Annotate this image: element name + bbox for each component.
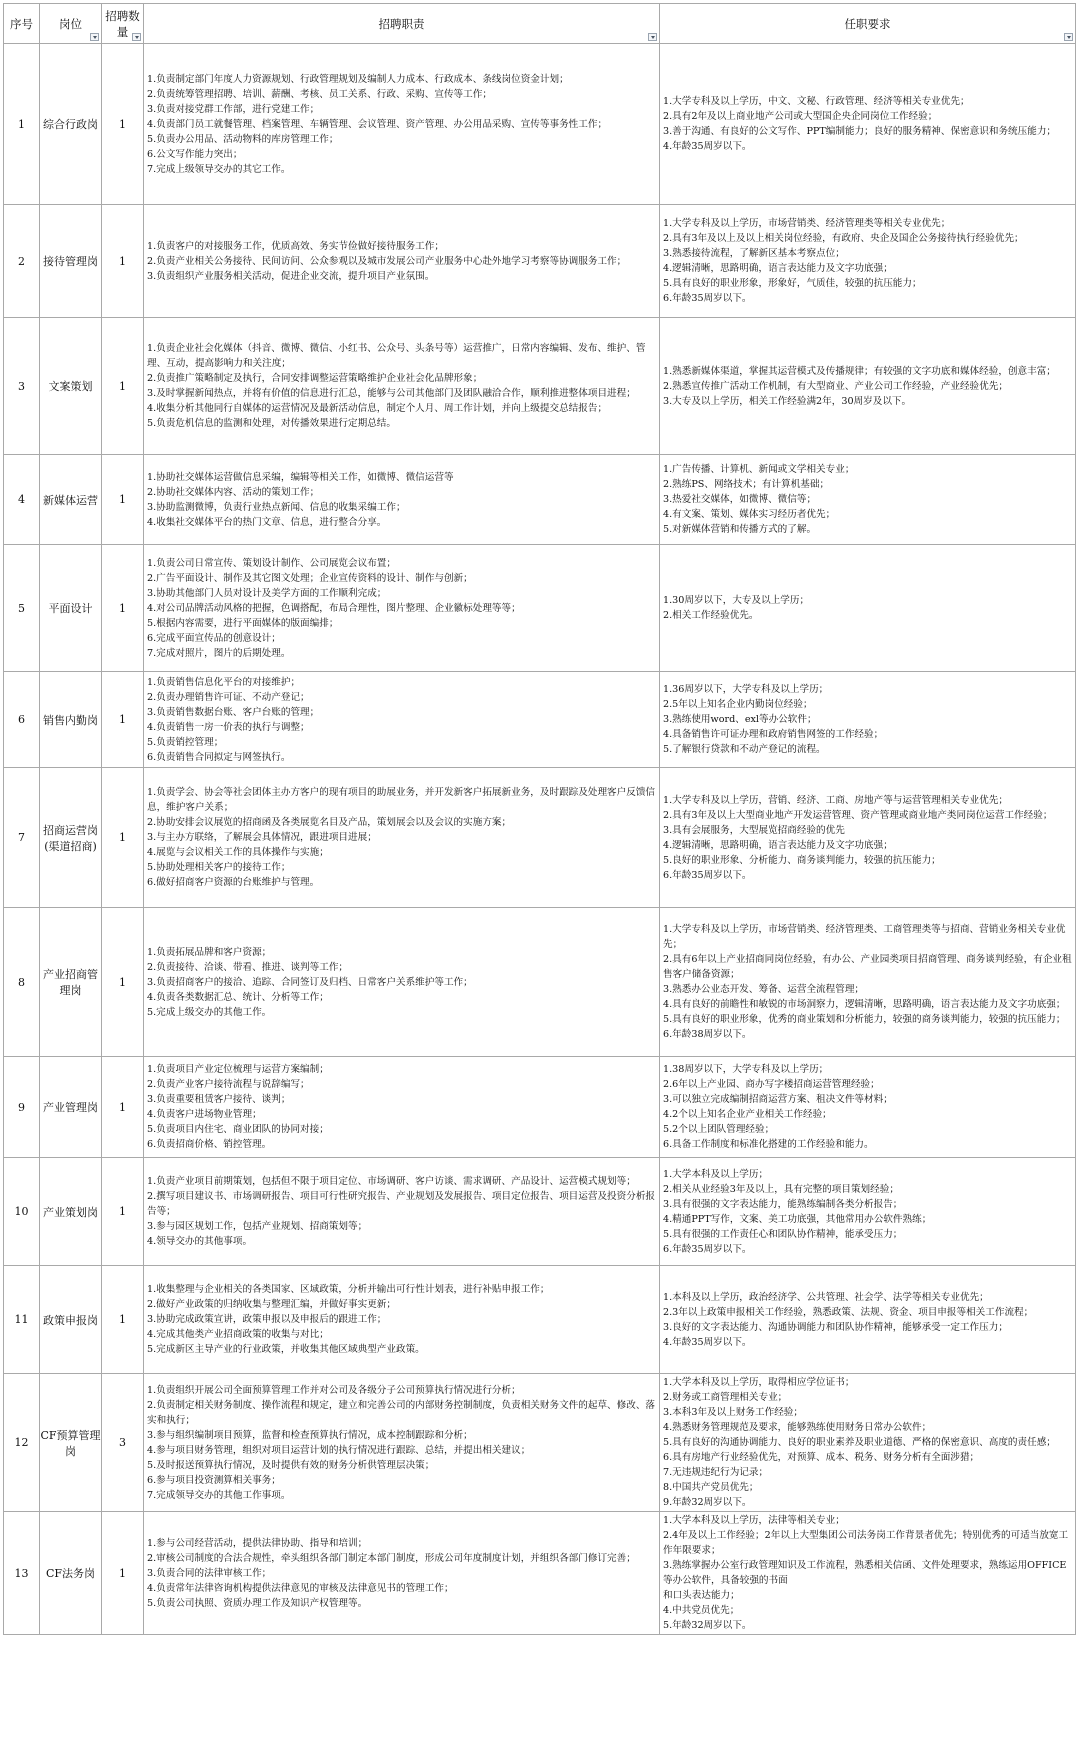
requirement-line: 6.年龄35周岁以下。 xyxy=(663,293,752,304)
requirement-line: 6.具有房地产行业经验优先，对预算、成本、税务、财务分析有全面涉猎； xyxy=(663,1452,980,1463)
cell-count[interactable]: 1 xyxy=(102,545,144,672)
requirement-line: 6.年龄35周岁以下。 xyxy=(663,1243,752,1255)
cell-requirements[interactable] xyxy=(660,768,1076,908)
cell-count[interactable]: 1 xyxy=(102,1266,144,1374)
requirement-line: 4.中共党员优先； xyxy=(663,1605,740,1616)
table-row xyxy=(4,545,1076,672)
table-row xyxy=(4,1374,1076,1512)
cell-no[interactable]: 1 xyxy=(4,44,40,205)
duty-line: 2.负责办理销售许可证、不动产登记； xyxy=(147,691,310,703)
table-row xyxy=(4,318,1076,455)
cell-no[interactable]: 3 xyxy=(4,318,40,455)
duty-line: 2.审核公司制度的合法合规性，牵头组织各部门制定本部门制度，形成公司年度制度计划，并组织各部门修订完善； xyxy=(147,1552,636,1564)
cell-post[interactable]: 招商运营岗 (渠道招商) xyxy=(40,768,102,908)
cell-duties[interactable] xyxy=(144,205,660,318)
cell-post[interactable]: CF法务岗 xyxy=(40,1512,102,1635)
cell-count[interactable]: 1 xyxy=(102,205,144,318)
duty-line: 3.负责招商客户的接洽、追踪、合同签订及归档、日常客户关系维护等工作； xyxy=(147,976,473,988)
duty-line: 6.公文写作能力突出； xyxy=(147,148,243,160)
requirement-line: 2.财务或工商管理相关专业； xyxy=(663,1392,788,1403)
requirement-line: 3.良好的文字表达能力、沟通协调能力和团队协作精神，能够承受一定工作压力； xyxy=(663,1321,1008,1333)
requirement-line: 5.具有很强的工作责任心和团队协作精神，能承受压力； xyxy=(663,1228,903,1240)
duty-line: 7.完成上级领导交办的其它工作。 xyxy=(147,163,291,175)
duty-line: 1.负责组织开展公司全面预算管理工作并对公司及各级分子公司预算执行情况进行分析； xyxy=(147,1384,521,1396)
table-row xyxy=(4,455,1076,545)
requirement-line: 3.善于沟通、有良好的公文写作、PPT编制能力；良好的服务精神、保密意识和务统压能力； xyxy=(663,126,1057,137)
duty-line: 6.负责销售合同拟定与网签执行。 xyxy=(147,751,291,763)
requirement-line: 和口头表达能力； xyxy=(663,1590,740,1601)
duty-line: 1.负责销售信息化平台的对接维护； xyxy=(147,676,301,688)
cell-duties[interactable] xyxy=(144,1266,660,1374)
requirement-line: 5.年龄32周岁以下。 xyxy=(663,1620,752,1631)
duty-line: 6.做好招商客户资源的台账维护与管理。 xyxy=(147,877,320,888)
requirement-line: 3.熟练掌握办公室行政管理知识及工作流程，熟悉相关信函、文件处理要求，熟练运用OFFICE等办公软件，具备较强的书面 xyxy=(663,1560,1067,1586)
cell-post[interactable]: 产业招商管 理岗 xyxy=(40,908,102,1057)
duty-line: 2.负责推广策略制定及执行，合同安排调整运营策略维护企业社会化品牌形象； xyxy=(147,373,483,384)
requirement-line: 2.具有3年及以上及以上相关岗位经验，有政府、央企及国企公务接待执行经验优先； xyxy=(663,233,1024,244)
requirement-line: 3.具有会展服务，大型展览招商经验的优先 xyxy=(663,824,845,836)
duty-line: 1.协助社交媒体运营做信息采编，编辑等相关工作，如微博、微信运营等 xyxy=(147,471,454,483)
duty-line: 1.负责学会、协会等社会团体主办方客户的现有项目的助展业务，并开发新客户拓展新业务，及时跟踪及处理客户反馈信息，维护客户关系； xyxy=(147,787,656,813)
duty-line: 5.根据内容需要，进行平面媒体的版面编排； xyxy=(147,617,339,629)
cell-post[interactable]: 产业策划岗 xyxy=(40,1158,102,1266)
duty-line: 6.参与项目投资测算相关事务； xyxy=(147,1474,281,1486)
cell-post[interactable]: 文案策划 xyxy=(40,318,102,455)
requirement-line: 5.了解银行贷款和不动产登记的流程。 xyxy=(663,744,826,755)
duty-line: 2.协助社交媒体内容、活动的策划工作； xyxy=(147,486,320,498)
requirement-line: 3.本科3年及以上财务工作经验； xyxy=(663,1407,803,1418)
cell-duties[interactable] xyxy=(144,672,660,768)
cell-requirements[interactable] xyxy=(660,1057,1076,1158)
requirement-line: 3.热爱社交媒体，如微博、微信等； xyxy=(663,494,817,505)
duty-line: 4.负责各类数据汇总、统计、分析等工作； xyxy=(147,991,329,1003)
recruitment-sheet xyxy=(3,3,1075,1635)
cell-requirements[interactable] xyxy=(660,1374,1076,1512)
cell-requirements[interactable] xyxy=(660,1266,1076,1374)
header-row xyxy=(4,4,1076,44)
header-no-label: 序号 xyxy=(10,16,33,31)
duty-line: 3.协助监测微博，负责行业热点新闻、信息的收集采编工作； xyxy=(147,501,406,513)
requirement-line: 1.大学本科及以上学历； xyxy=(663,1168,769,1180)
table-row xyxy=(4,1512,1076,1635)
duty-line: 5.负责危机信息的监测和处理，对传播效果进行定期总结。 xyxy=(147,418,396,429)
cell-count[interactable]: 1 xyxy=(102,908,144,1057)
duty-line: 5.协助处理相关客户的接待工作； xyxy=(147,862,291,873)
duty-line: 5.完成上级交办的其他工作。 xyxy=(147,1006,272,1018)
duty-line: 4.负责部门员工就餐管理、档案管理、车辆管理、会议管理、资产管理、办公用品采购、宣传等事务性工作； xyxy=(147,118,608,130)
table-row xyxy=(4,1158,1076,1266)
cell-no[interactable]: 11 xyxy=(4,1266,40,1374)
requirement-line: 4.年龄35周岁以下。 xyxy=(663,1336,752,1348)
requirement-line: 3.熟练使用word、exl等办公软件； xyxy=(663,714,817,725)
requirement-line: 6.年龄38周岁以下。 xyxy=(663,1029,752,1040)
requirement-line: 1.大学本科及以上学历，取得相应学位证书； xyxy=(663,1377,855,1388)
duty-line: 3.参与组织编制项目预算，监督和检查预算执行情况，成本控制跟踪和分析； xyxy=(147,1429,473,1441)
filter-dropdown-icon[interactable] xyxy=(90,33,99,41)
duty-line: 2.负责接待、洽谈、带看、推进、谈判等工作； xyxy=(147,961,349,973)
duty-line: 2.负责产业客户接待流程与说辞编写； xyxy=(147,1079,310,1090)
requirement-line: 1.广告传播、计算机、新闻或文学相关专业； xyxy=(663,464,855,475)
cell-post[interactable]: 接待管理岗 xyxy=(40,205,102,318)
duty-line: 4.参与项目财务管理，组织对项目运营计划的执行情况进行跟踪、总结，并提出相关建议； xyxy=(147,1444,531,1456)
cell-requirements[interactable] xyxy=(660,908,1076,1057)
table-row xyxy=(4,44,1076,205)
cell-duties[interactable] xyxy=(144,768,660,908)
duty-line: 4.收集分析其他同行自媒体的运营情况及最新活动信息，制定个人月、周工作计划，并向上级提交总结报告； xyxy=(147,403,608,414)
cell-post[interactable]: 综合行政岗 xyxy=(40,44,102,205)
cell-count[interactable]: 1 xyxy=(102,455,144,545)
table-row xyxy=(4,1266,1076,1374)
requirement-line: 4.具有良好的前瞻性和敏锐的市场洞察力，逻辑清晰，思路明确，语言表达能力及文字功底强； xyxy=(663,999,1066,1010)
duty-line: 5.负责销控管理； xyxy=(147,736,224,748)
requirement-line: 3.可以独立完成编制招商运营方案、租决文件等材料； xyxy=(663,1094,893,1105)
cell-count[interactable]: 1 xyxy=(102,1158,144,1266)
cell-count[interactable]: 1 xyxy=(102,768,144,908)
duty-line: 4.负责常年法律咨询机构提供法律意见的审核及法律意见书的管理工作； xyxy=(147,1582,454,1594)
requirement-line: 6.年龄35周岁以下。 xyxy=(663,869,752,881)
cell-no[interactable]: 10 xyxy=(4,1158,40,1266)
table-body xyxy=(4,44,1076,1635)
cell-duties[interactable] xyxy=(144,1158,660,1266)
requirement-line: 4.熟悉财务管理规范及要求，能够熟练使用财务日常办公软件； xyxy=(663,1422,932,1433)
cell-no[interactable]: 4 xyxy=(4,455,40,545)
requirement-line: 2.3年以上政策申报相关工作经验，熟悉政策、法规、资金、项目申报等相关工作流程； xyxy=(663,1306,1034,1318)
filter-dropdown-icon[interactable] xyxy=(132,33,141,41)
cell-count[interactable]: 1 xyxy=(102,318,144,455)
duty-line: 2.负责产业相关公务接待、民间访问、公众参观以及城市发展公司产业服务中心赴外地学习考察等协调服务工作； xyxy=(147,255,627,267)
duty-line: 2.做好产业政策的归纳收集与整理汇编，并做好事实更新； xyxy=(147,1299,396,1310)
cell-requirements[interactable] xyxy=(660,672,1076,768)
header-count[interactable] xyxy=(102,4,144,44)
requirement-line: 4.年龄35周岁以下。 xyxy=(663,141,752,152)
table-row xyxy=(4,908,1076,1057)
duty-line: 5.完成新区主导产业的行业政策，并收集其他区域典型产业政策。 xyxy=(147,1344,425,1355)
duty-line: 4.收集社交媒体平台的热门文章、信息，进行整合分享。 xyxy=(147,516,387,528)
requirement-line: 2.相关从业经验3年及以上，具有完整的项目策划经验； xyxy=(663,1183,899,1195)
requirement-line: 2.具有3年及以上大型商业地产开发运营管理、资产管理或商业地产类同岗位运营工作经验； xyxy=(663,809,1053,821)
cell-post[interactable]: 销售内勤岗 xyxy=(40,672,102,768)
cell-post[interactable]: 平面设计 xyxy=(40,545,102,672)
requirement-line: 3.熟悉接待流程，了解新区基本考察点位； xyxy=(663,248,845,259)
duty-line: 3.负责组织产业服务相关活动，促进企业交流，提升项目产业氛围。 xyxy=(147,270,435,282)
duty-line: 4.负责销售一房一价表的执行与调整； xyxy=(147,721,310,733)
requirement-line: 2.相关工作经验优先。 xyxy=(663,610,759,621)
cell-duties[interactable] xyxy=(144,44,660,205)
duty-line: 1.收集整理与企业相关的各类国家、区域政策，分析并输出可行性计划表，进行补贴申报工作； xyxy=(147,1284,550,1295)
requirement-line: 2.熟悉宣传推广活动工作机制，有大型商业、产业公司工作经验，产业经验优先； xyxy=(663,380,1008,392)
duty-line: 3.协助完成政策宣讲，政策申报以及申报后的跟进工作； xyxy=(147,1314,387,1325)
requirement-line: 4.2个以上知名企业产业相关工作经验； xyxy=(663,1109,832,1120)
duty-line: 3.负责销售数据台账、客户台账的管理； xyxy=(147,706,320,718)
cell-no[interactable]: 9 xyxy=(4,1057,40,1158)
requirement-line: 3.具有很强的文字表达能力，能熟练编制各类分析报告； xyxy=(663,1198,903,1210)
requirement-line: 2.6年以上产业园、商办写字楼招商运营管理经验； xyxy=(663,1079,880,1090)
requirement-line: 5.具有良好的职业形象，形象好，气质佳，较强的抗压能力； xyxy=(663,278,922,289)
requirement-line: 4.精通PPT写作，文案、美工功底强，其他常用办公软件熟练； xyxy=(663,1213,932,1225)
duty-line: 2.协助安排会议展览的招商函及各类展览名目及产品，策划展会以及会议的实施方案； xyxy=(147,817,512,828)
cell-count[interactable]: 1 xyxy=(102,1512,144,1635)
duty-line: 4.对公司品牌活动风格的把握，色调搭配，布局合理性，图片整理、企业徽标处理等等； xyxy=(147,602,521,614)
duty-line: 3.与主办方联络，了解展会具体情况，跟进项目进展； xyxy=(147,832,377,843)
requirement-line: 1.大学本科及以上学历，法律等相关专业； xyxy=(663,1515,845,1526)
cell-requirements[interactable] xyxy=(660,545,1076,672)
cell-count[interactable]: 1 xyxy=(102,44,144,205)
requirement-line: 5.对新媒体营销和传播方式的了解。 xyxy=(663,524,817,535)
cell-post[interactable]: CF预算管理岗 xyxy=(40,1374,102,1512)
duty-line: 3.负责合同的法律审核工作； xyxy=(147,1567,272,1579)
duty-line: 1.负责客户的对接服务工作，优质高效、务实节俭做好接待服务工作； xyxy=(147,240,444,252)
header-requirements-label: 任职要求 xyxy=(844,16,891,31)
header-post-label: 岗位 xyxy=(59,16,82,31)
cell-requirements[interactable] xyxy=(660,205,1076,318)
duty-line: 6.负责招商价格、销控管理。 xyxy=(147,1139,272,1150)
requirement-line: 2.5年以上知名企业内勤岗位经验； xyxy=(663,699,813,710)
table-row xyxy=(4,205,1076,318)
recruitment-table xyxy=(3,3,1076,1635)
header-no[interactable] xyxy=(4,4,40,44)
requirement-line: 1.38周岁以下，大学专科及以上学历； xyxy=(663,1064,829,1075)
cell-count[interactable]: 1 xyxy=(102,672,144,768)
duty-line: 5.负责项目内住宅、商业团队的协同对接； xyxy=(147,1124,329,1135)
duty-line: 6.完成平面宣传品的创意设计； xyxy=(147,632,281,644)
header-post[interactable] xyxy=(40,4,102,44)
table-row xyxy=(4,1057,1076,1158)
requirement-line: 3.熟悉办公业态开发、筹备、运营全流程管理； xyxy=(663,984,865,995)
requirement-line: 5.2个以上团队管理经验； xyxy=(663,1124,775,1135)
cell-duties[interactable] xyxy=(144,908,660,1057)
filter-dropdown-icon[interactable] xyxy=(648,33,657,41)
requirement-line: 5.具有良好的职业形象，优秀的商业策划和分析能力，较强的商务谈判能力，较强的抗压能力； xyxy=(663,1014,1066,1025)
requirement-line: 6.具备工作制度和标准化搭建的工作经验和能力。 xyxy=(663,1139,874,1150)
requirement-line: 5.良好的职业形象、分析能力、商务谈判能力，较强的抗压能力； xyxy=(663,854,941,866)
duty-line: 7.完成对照片，图片的后期处理。 xyxy=(147,647,291,659)
cell-no[interactable]: 12 xyxy=(4,1374,40,1512)
table-row xyxy=(4,768,1076,908)
duty-line: 4.展览与会议相关工作的具体操作与实施； xyxy=(147,847,329,858)
duty-line: 1.负责制定部门年度人力资源规划、行政管理规划及编制人力成本、行政成本、条线岗位资金计划； xyxy=(147,73,569,85)
cell-post[interactable]: 产业管理岗 xyxy=(40,1057,102,1158)
duty-line: 4.负责客户进场物业管理； xyxy=(147,1109,262,1120)
cell-duties[interactable] xyxy=(144,1512,660,1635)
cell-requirements[interactable] xyxy=(660,1158,1076,1266)
duty-line: 1.负责拓展品牌和客户资源； xyxy=(147,946,272,958)
duty-line: 3.负责重要租赁客户接待、谈判； xyxy=(147,1094,291,1105)
cell-requirements[interactable] xyxy=(660,455,1076,545)
duty-line: 5.负责公司执照、资质办理工作及知识产权管理等。 xyxy=(147,1597,368,1609)
duty-line: 3.协助其他部门人员对设计及美学方面的工作顺利完成； xyxy=(147,587,387,599)
cell-no[interactable]: 2 xyxy=(4,205,40,318)
requirement-line: 7.无违规违纪行为记录； xyxy=(663,1467,769,1478)
requirement-line: 1.本科及以上学历，政治经济学、公共管理、社会学、法学等相关专业优先； xyxy=(663,1291,989,1303)
requirement-line: 8.中国共产党员优先； xyxy=(663,1482,759,1493)
duty-line: 5.及时报送预算执行情况，及时提供有效的财务分析供管理层决策； xyxy=(147,1459,435,1471)
cell-duties[interactable] xyxy=(144,1057,660,1158)
duty-line: 4.完成其他类产业招商政策的收集与对比； xyxy=(147,1329,329,1340)
requirement-line: 4.逻辑清晰，思路明确，语言表达能力及文字功底强； xyxy=(663,839,893,851)
duty-line: 4.领导交办的其他事项。 xyxy=(147,1236,253,1247)
cell-no[interactable]: 7 xyxy=(4,768,40,908)
duty-line: 1.负责项目产业定位梳理与运营方案编制； xyxy=(147,1064,329,1075)
requirement-line: 1.36周岁以下，大学专科及以上学历； xyxy=(663,684,829,695)
cell-duties[interactable] xyxy=(144,545,660,672)
duty-line: 7.完成领导交办的其他工作事项。 xyxy=(147,1489,291,1501)
requirement-line: 1.大学专科及以上学历，营销、经济、工商、房地产等与运营管理相关专业优先； xyxy=(663,794,1008,806)
cell-count[interactable]: 1 xyxy=(102,1057,144,1158)
duty-line: 1.参与公司经营活动，提供法律协助、指导和培训； xyxy=(147,1537,368,1549)
cell-count[interactable]: 3 xyxy=(102,1374,144,1512)
requirement-line: 1.大学专科及以上学历，市场营销类、经济管理类等相关专业优先； xyxy=(663,218,951,229)
header-count-label: 招聘数量 xyxy=(105,8,140,39)
requirement-line: 9.年龄32周岁以下。 xyxy=(663,1497,752,1508)
duty-line: 2.撰写项目建议书、市场调研报告、项目可行性研究报告、产业规划及发展报告、项目定位报告、项目运营及投资分析报告等； xyxy=(147,1191,656,1217)
requirement-line: 2.具有2年及以上商业地产公司或大型国企央企同岗位工作经验； xyxy=(663,111,938,122)
filter-dropdown-icon[interactable] xyxy=(1064,33,1073,41)
cell-duties[interactable] xyxy=(144,455,660,545)
requirement-line: 5.具有良好的沟通协调能力、良好的职业素养及职业道德、严格的保密意识、高度的责任感； xyxy=(663,1437,1056,1448)
duty-line: 5.负责办公用品、活动物料的库房管理工作； xyxy=(147,133,339,145)
cell-duties[interactable] xyxy=(144,1374,660,1512)
requirement-line: 1.熟悉新媒体渠道，掌握其运营模式及传播规律；有较强的文字功底和媒体经验，创意丰富； xyxy=(663,365,1056,377)
requirement-line: 2.熟练PS、网络技术；有计算机基础； xyxy=(663,479,830,490)
cell-post[interactable]: 新媒体运营 xyxy=(40,455,102,545)
duty-line: 1.负责企业社会化媒体（抖音、微博、微信、小红书、公众号、头条号等）运营推广，日常内容编辑、发布、维护、管理、互动，提高影响力和关注度； xyxy=(147,343,646,369)
duty-line: 2.负责制定相关财务制度、操作流程和规定，建立和完善公司的内部财务控制制度，负责相关财务文件的起草、修改、落实和执行； xyxy=(147,1399,656,1426)
duty-line: 3.负责对接党群工作部，进行党建工作； xyxy=(147,103,320,115)
requirement-line: 2.具有6年以上产业招商同岗位经验，有办公、产业园类项目招商管理、商务谈判经验，有企业租售客户储备资源； xyxy=(663,954,1072,980)
requirement-line: 2.4年及以上工作经验；2年以上大型集团公司法务岗工作背景者优先；特别优秀的可适当放宽工作年限要求； xyxy=(663,1530,1069,1556)
cell-duties[interactable] xyxy=(144,318,660,455)
header-duties-label: 招聘职责 xyxy=(378,16,425,31)
requirement-line: 1.大学专科及以上学历，市场营销类、经济管理类、工商管理类等与招商、营销业务相关专业优先； xyxy=(663,924,1066,950)
requirement-line: 1.大学专科及以上学历，中文、文秘、行政管理、经济等相关专业优先； xyxy=(663,96,970,107)
cell-requirements[interactable] xyxy=(660,1512,1076,1635)
cell-no[interactable]: 8 xyxy=(4,908,40,1057)
requirement-line: 4.逻辑清晰，思路明确，语言表达能力及文字功底强； xyxy=(663,263,893,274)
duty-line: 1.负责公司日常宣传、策划设计制作、公司展览会议布置； xyxy=(147,557,396,569)
duty-line: 1.负责产业项目前期策划，包括但不限于项目定位、市场调研、客户访谈、需求调研、产品设计、运营模式规划等； xyxy=(147,1176,636,1187)
header-requirements[interactable] xyxy=(660,4,1076,44)
header-duties[interactable] xyxy=(144,4,660,44)
cell-no[interactable]: 5 xyxy=(4,545,40,672)
cell-requirements[interactable] xyxy=(660,44,1076,205)
duty-line: 3.及时掌握新闻热点，并将有价值的信息进行汇总，能够与公司其他部门及团队融洽合作，顺利推进整体项目进程； xyxy=(147,388,636,399)
requirement-line: 4.具备销售许可证办理和政府销售网签的工作经验； xyxy=(663,729,884,740)
duty-line: 3.参与园区规划工作，包括产业规划、招商策划等； xyxy=(147,1221,368,1232)
duty-line: 2.负责统筹管理招聘、培训、薪酬、考核、员工关系、行政、采购、宣传等工作； xyxy=(147,88,492,100)
cell-no[interactable]: 13 xyxy=(4,1512,40,1635)
table-row xyxy=(4,672,1076,768)
requirement-line: 1.30周岁以下，大专及以上学历； xyxy=(663,595,810,606)
cell-no[interactable]: 6 xyxy=(4,672,40,768)
requirement-line: 3.大专及以上学历，相关工作经验满2年，30周岁及以下。 xyxy=(663,395,912,407)
requirement-line: 4.有文案、策划、媒体实习经历者优先； xyxy=(663,509,836,520)
cell-requirements[interactable] xyxy=(660,318,1076,455)
cell-post[interactable]: 政策申报岗 xyxy=(40,1266,102,1374)
duty-line: 2.广告平面设计、制作及其它图文处理；企业宣传资料的设计、制作与创新； xyxy=(147,572,473,584)
